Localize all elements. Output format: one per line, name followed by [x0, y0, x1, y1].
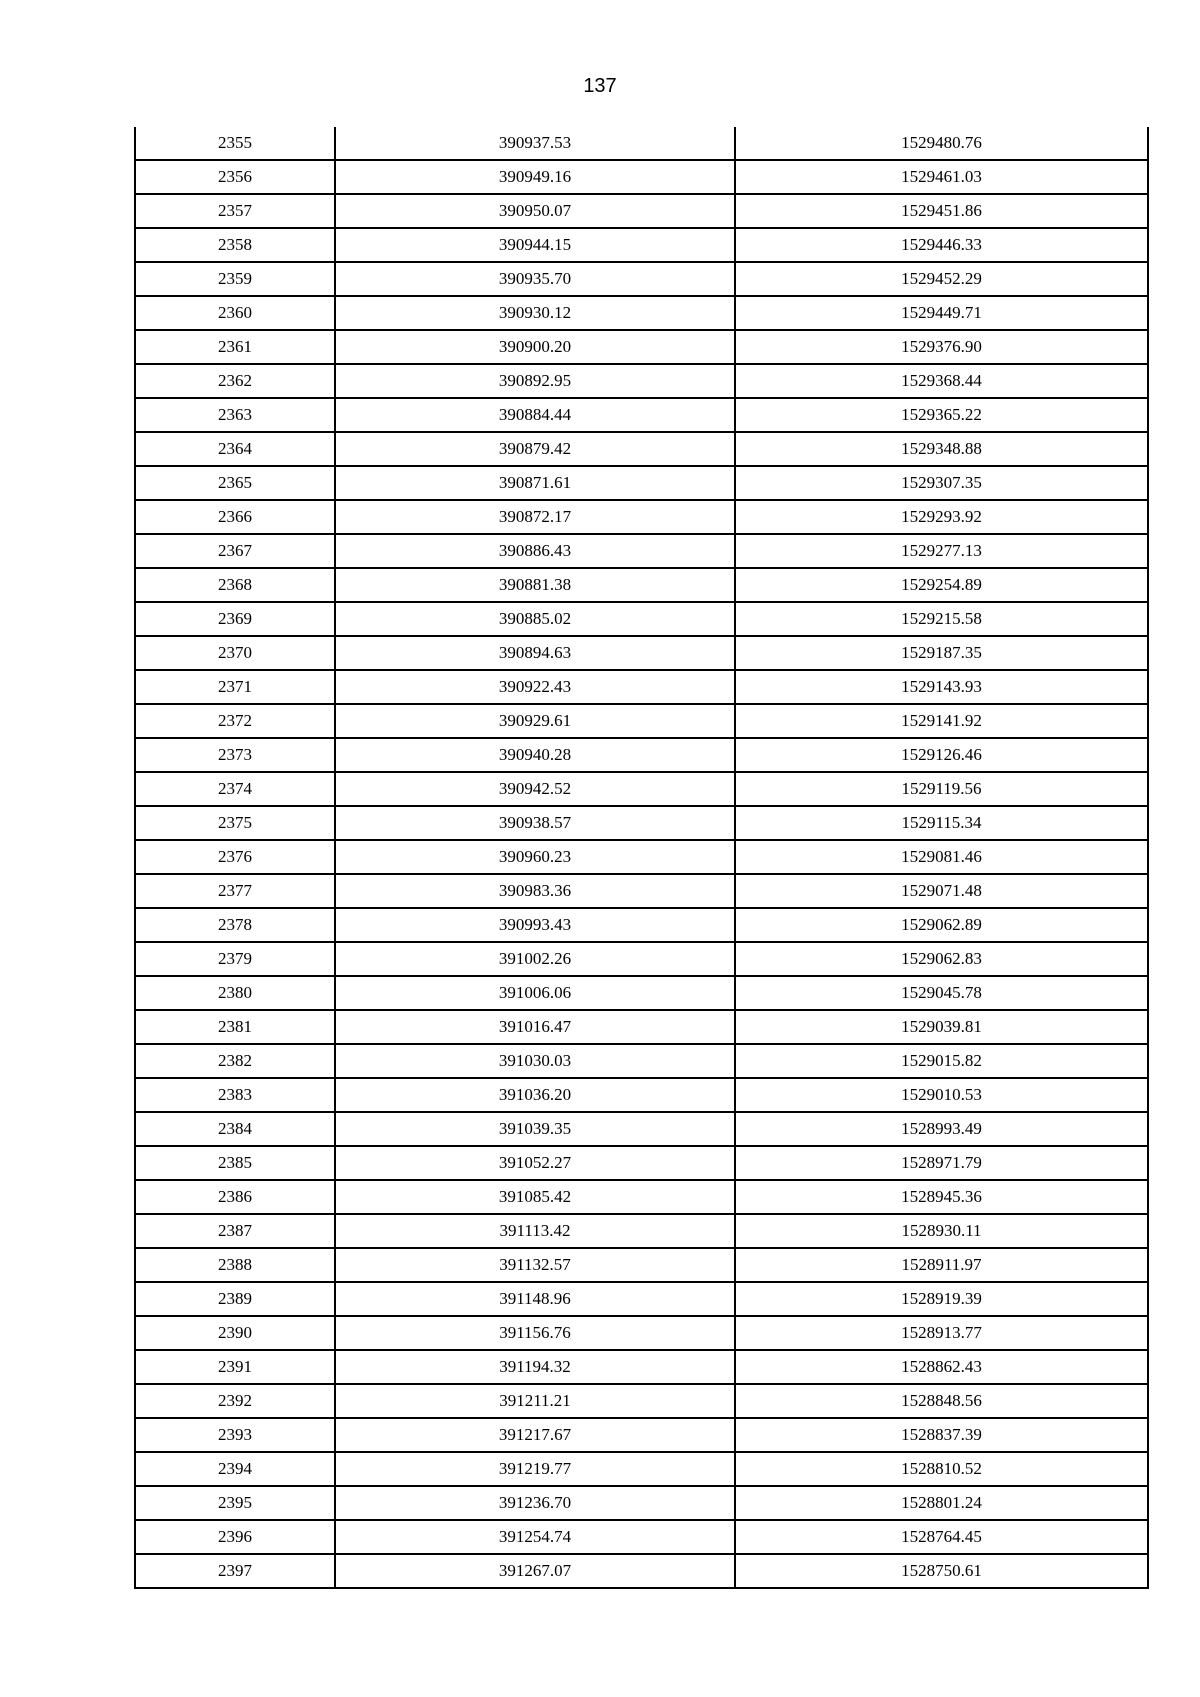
table-row — [135, 1214, 1148, 1248]
point-number-cell: 2394 — [135, 1452, 335, 1486]
x-coordinate-cell: 390960.23 — [335, 840, 735, 874]
y-coordinate-cell: 1529071.48 — [735, 874, 1148, 908]
point-number-cell: 2381 — [135, 1010, 335, 1044]
point-number-cell: 2371 — [135, 670, 335, 704]
x-coordinate-cell: 390993.43 — [335, 908, 735, 942]
table-row — [135, 874, 1148, 908]
point-number-cell: 2389 — [135, 1282, 335, 1316]
point-number-cell: 2396 — [135, 1520, 335, 1554]
y-coordinate-cell: 1529451.86 — [735, 194, 1148, 228]
y-coordinate-cell: 1528930.11 — [735, 1214, 1148, 1248]
y-coordinate-cell: 1529368.44 — [735, 364, 1148, 398]
table-row — [135, 908, 1148, 942]
table-row — [135, 127, 1148, 160]
y-coordinate-cell: 1529039.81 — [735, 1010, 1148, 1044]
table-row — [135, 330, 1148, 364]
x-coordinate-cell: 391039.35 — [335, 1112, 735, 1146]
coordinates-table-body — [135, 127, 1148, 1588]
table-row — [135, 1350, 1148, 1384]
x-coordinate-cell: 391085.42 — [335, 1180, 735, 1214]
y-coordinate-cell: 1529062.89 — [735, 908, 1148, 942]
table-row — [135, 262, 1148, 296]
y-coordinate-cell: 1529293.92 — [735, 500, 1148, 534]
y-coordinate-cell: 1528801.24 — [735, 1486, 1148, 1520]
y-coordinate-cell: 1529449.71 — [735, 296, 1148, 330]
x-coordinate-cell: 391016.47 — [335, 1010, 735, 1044]
y-coordinate-cell: 1529045.78 — [735, 976, 1148, 1010]
table-row — [135, 738, 1148, 772]
x-coordinate-cell: 391254.74 — [335, 1520, 735, 1554]
y-coordinate-cell: 1528945.36 — [735, 1180, 1148, 1214]
table-row — [135, 1282, 1148, 1316]
y-coordinate-cell: 1529062.83 — [735, 942, 1148, 976]
point-number-cell: 2397 — [135, 1554, 335, 1588]
table-row — [135, 670, 1148, 704]
x-coordinate-cell: 390937.53 — [335, 127, 735, 160]
x-coordinate-cell: 391002.26 — [335, 942, 735, 976]
point-number-cell: 2361 — [135, 330, 335, 364]
x-coordinate-cell: 391052.27 — [335, 1146, 735, 1180]
point-number-cell: 2358 — [135, 228, 335, 262]
x-coordinate-cell: 391217.67 — [335, 1418, 735, 1452]
table-row — [135, 1486, 1148, 1520]
table-row — [135, 1044, 1148, 1078]
y-coordinate-cell: 1528911.97 — [735, 1248, 1148, 1282]
y-coordinate-cell: 1529446.33 — [735, 228, 1148, 262]
point-number-cell: 2385 — [135, 1146, 335, 1180]
x-coordinate-cell: 390938.57 — [335, 806, 735, 840]
table-row — [135, 704, 1148, 738]
table-row — [135, 1520, 1148, 1554]
point-number-cell: 2370 — [135, 636, 335, 670]
x-coordinate-cell: 391148.96 — [335, 1282, 735, 1316]
x-coordinate-cell: 390892.95 — [335, 364, 735, 398]
point-number-cell: 2388 — [135, 1248, 335, 1282]
table-row — [135, 1452, 1148, 1486]
y-coordinate-cell: 1529010.53 — [735, 1078, 1148, 1112]
x-coordinate-cell: 390949.16 — [335, 160, 735, 194]
y-coordinate-cell: 1529307.35 — [735, 466, 1148, 500]
x-coordinate-cell: 390894.63 — [335, 636, 735, 670]
x-coordinate-cell: 391030.03 — [335, 1044, 735, 1078]
point-number-cell: 2377 — [135, 874, 335, 908]
x-coordinate-cell: 391219.77 — [335, 1452, 735, 1486]
table-row — [135, 1078, 1148, 1112]
y-coordinate-cell: 1528848.56 — [735, 1384, 1148, 1418]
point-number-cell: 2376 — [135, 840, 335, 874]
y-coordinate-cell: 1528919.39 — [735, 1282, 1148, 1316]
table-row — [135, 296, 1148, 330]
x-coordinate-cell: 391006.06 — [335, 976, 735, 1010]
x-coordinate-cell: 390922.43 — [335, 670, 735, 704]
point-number-cell: 2372 — [135, 704, 335, 738]
point-number-cell: 2359 — [135, 262, 335, 296]
table-row — [135, 1418, 1148, 1452]
table-row — [135, 1112, 1148, 1146]
x-coordinate-cell: 390950.07 — [335, 194, 735, 228]
point-number-cell: 2355 — [135, 127, 335, 160]
table-row — [135, 1316, 1148, 1350]
y-coordinate-cell: 1528764.45 — [735, 1520, 1148, 1554]
point-number-cell: 2373 — [135, 738, 335, 772]
y-coordinate-cell: 1528810.52 — [735, 1452, 1148, 1486]
x-coordinate-cell: 390900.20 — [335, 330, 735, 364]
y-coordinate-cell: 1529348.88 — [735, 432, 1148, 466]
x-coordinate-cell: 390983.36 — [335, 874, 735, 908]
point-number-cell: 2384 — [135, 1112, 335, 1146]
y-coordinate-cell: 1529015.82 — [735, 1044, 1148, 1078]
table-row — [135, 194, 1148, 228]
table-row — [135, 772, 1148, 806]
point-number-cell: 2356 — [135, 160, 335, 194]
y-coordinate-cell: 1529376.90 — [735, 330, 1148, 364]
table-row — [135, 1554, 1148, 1588]
point-number-cell: 2393 — [135, 1418, 335, 1452]
x-coordinate-cell: 390935.70 — [335, 262, 735, 296]
point-number-cell: 2383 — [135, 1078, 335, 1112]
y-coordinate-cell: 1528837.39 — [735, 1418, 1148, 1452]
point-number-cell: 2387 — [135, 1214, 335, 1248]
table-row — [135, 1384, 1148, 1418]
table-row — [135, 1248, 1148, 1282]
point-number-cell: 2369 — [135, 602, 335, 636]
point-number-cell: 2363 — [135, 398, 335, 432]
x-coordinate-cell: 390879.42 — [335, 432, 735, 466]
y-coordinate-cell: 1529254.89 — [735, 568, 1148, 602]
table-row — [135, 602, 1148, 636]
x-coordinate-cell: 391132.57 — [335, 1248, 735, 1282]
x-coordinate-cell: 391194.32 — [335, 1350, 735, 1384]
x-coordinate-cell: 391113.42 — [335, 1214, 735, 1248]
point-number-cell: 2368 — [135, 568, 335, 602]
point-number-cell: 2366 — [135, 500, 335, 534]
y-coordinate-cell: 1528750.61 — [735, 1554, 1148, 1588]
page-number: 137 — [583, 75, 617, 97]
y-coordinate-cell: 1529115.34 — [735, 806, 1148, 840]
point-number-cell: 2380 — [135, 976, 335, 1010]
table-row — [135, 534, 1148, 568]
table-row — [135, 398, 1148, 432]
point-number-cell: 2360 — [135, 296, 335, 330]
table-row — [135, 942, 1148, 976]
x-coordinate-cell: 390930.12 — [335, 296, 735, 330]
y-coordinate-cell: 1529365.22 — [735, 398, 1148, 432]
point-number-cell: 2374 — [135, 772, 335, 806]
x-coordinate-cell: 390881.38 — [335, 568, 735, 602]
table-row — [135, 1010, 1148, 1044]
x-coordinate-cell: 391156.76 — [335, 1316, 735, 1350]
table-row — [135, 364, 1148, 398]
y-coordinate-cell: 1529119.56 — [735, 772, 1148, 806]
coordinates-table — [134, 127, 1149, 1589]
x-coordinate-cell: 390944.15 — [335, 228, 735, 262]
point-number-cell: 2375 — [135, 806, 335, 840]
x-coordinate-cell: 390942.52 — [335, 772, 735, 806]
point-number-cell: 2365 — [135, 466, 335, 500]
y-coordinate-cell: 1529452.29 — [735, 262, 1148, 296]
y-coordinate-cell: 1528993.49 — [735, 1112, 1148, 1146]
point-number-cell: 2357 — [135, 194, 335, 228]
y-coordinate-cell: 1529187.35 — [735, 636, 1148, 670]
x-coordinate-cell: 391211.21 — [335, 1384, 735, 1418]
table-row — [135, 636, 1148, 670]
point-number-cell: 2392 — [135, 1384, 335, 1418]
y-coordinate-cell: 1529141.92 — [735, 704, 1148, 738]
point-number-cell: 2386 — [135, 1180, 335, 1214]
x-coordinate-cell: 390885.02 — [335, 602, 735, 636]
x-coordinate-cell: 390940.28 — [335, 738, 735, 772]
point-number-cell: 2390 — [135, 1316, 335, 1350]
y-coordinate-cell: 1529081.46 — [735, 840, 1148, 874]
point-number-cell: 2382 — [135, 1044, 335, 1078]
x-coordinate-cell: 390871.61 — [335, 466, 735, 500]
point-number-cell: 2364 — [135, 432, 335, 466]
y-coordinate-cell: 1528971.79 — [735, 1146, 1148, 1180]
x-coordinate-cell: 390884.44 — [335, 398, 735, 432]
point-number-cell: 2367 — [135, 534, 335, 568]
table-row — [135, 1146, 1148, 1180]
x-coordinate-cell: 390929.61 — [335, 704, 735, 738]
x-coordinate-cell: 390872.17 — [335, 500, 735, 534]
table-row — [135, 840, 1148, 874]
table-row — [135, 228, 1148, 262]
x-coordinate-cell: 391267.07 — [335, 1554, 735, 1588]
y-coordinate-cell: 1528913.77 — [735, 1316, 1148, 1350]
table-row — [135, 976, 1148, 1010]
table-row — [135, 466, 1148, 500]
y-coordinate-cell: 1529215.58 — [735, 602, 1148, 636]
x-coordinate-cell: 391236.70 — [335, 1486, 735, 1520]
y-coordinate-cell: 1529277.13 — [735, 534, 1148, 568]
point-number-cell: 2395 — [135, 1486, 335, 1520]
y-coordinate-cell: 1529143.93 — [735, 670, 1148, 704]
table-row — [135, 1180, 1148, 1214]
point-number-cell: 2391 — [135, 1350, 335, 1384]
table-row — [135, 160, 1148, 194]
point-number-cell: 2379 — [135, 942, 335, 976]
y-coordinate-cell: 1529480.76 — [735, 127, 1148, 160]
table-row — [135, 432, 1148, 466]
y-coordinate-cell: 1529126.46 — [735, 738, 1148, 772]
point-number-cell: 2378 — [135, 908, 335, 942]
table-row — [135, 806, 1148, 840]
point-number-cell: 2362 — [135, 364, 335, 398]
table-row — [135, 568, 1148, 602]
y-coordinate-cell: 1528862.43 — [735, 1350, 1148, 1384]
table-row — [135, 500, 1148, 534]
x-coordinate-cell: 391036.20 — [335, 1078, 735, 1112]
y-coordinate-cell: 1529461.03 — [735, 160, 1148, 194]
x-coordinate-cell: 390886.43 — [335, 534, 735, 568]
